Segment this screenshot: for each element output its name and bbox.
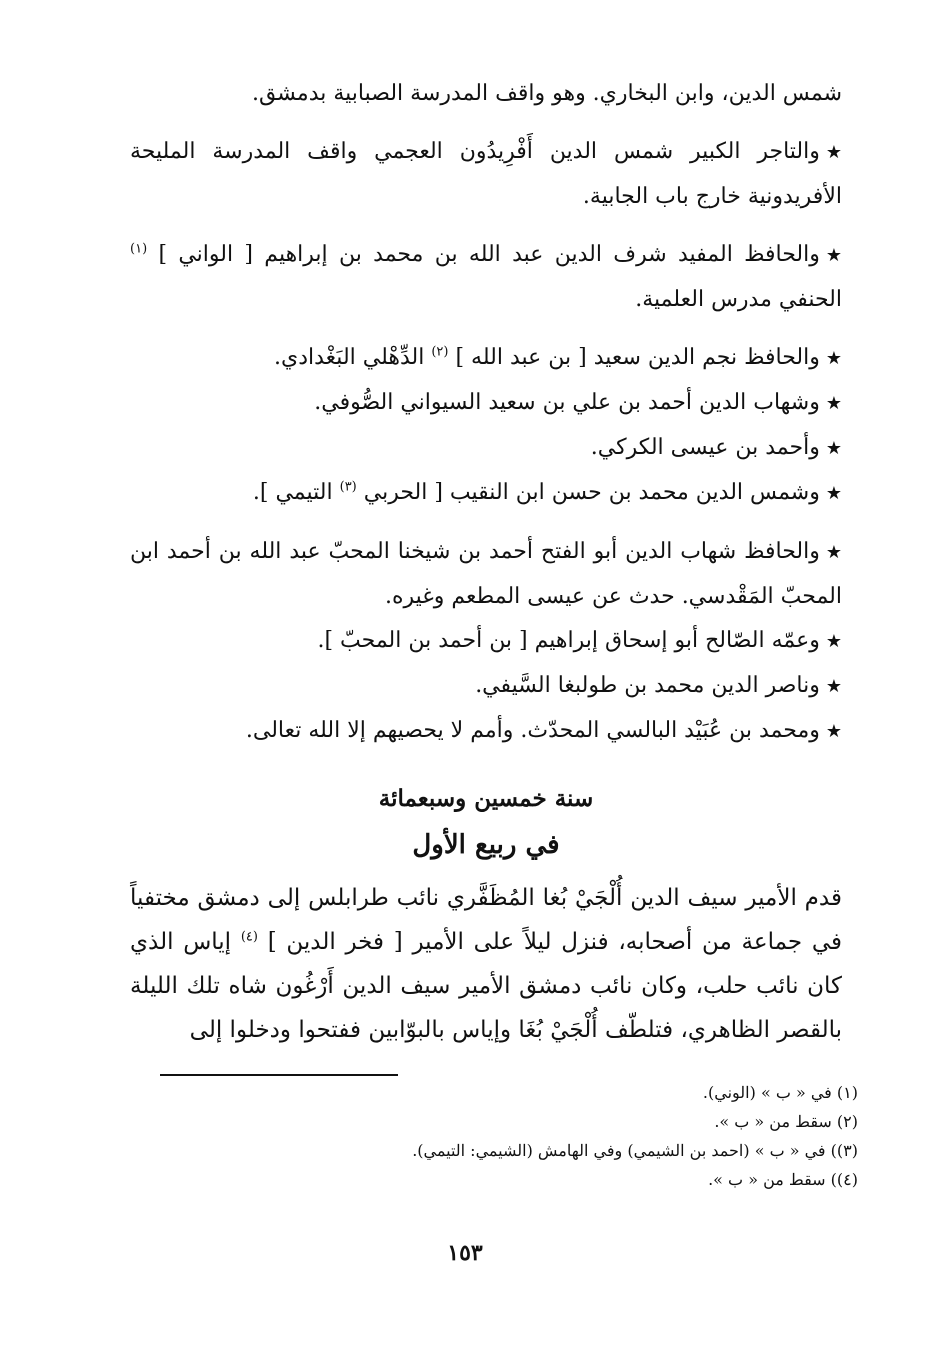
footnote-3: (٣)) في « ب » (احمد بن الشيمي) وفي الهامش (الشيمي: التيمي). xyxy=(412,1141,858,1160)
page-number: ١٥٣ xyxy=(447,1240,483,1266)
star-icon: ★ xyxy=(825,483,842,504)
star-icon: ★ xyxy=(825,245,842,266)
list-item-text: وعمّه الصّالح أبو إسحاق إبراهيم [ بن أحمد بن المحبّ ]. xyxy=(317,628,820,653)
star-icon: ★ xyxy=(825,631,842,652)
entry-text-cont: الحنفي مدرس العلمية. xyxy=(635,287,842,312)
footnote-1: (١) في « ب » (الوني). xyxy=(702,1083,858,1102)
list-item-text: والحافظ نجم الدين سعيد [ بن عبد الله ] xyxy=(455,345,820,370)
page-body xyxy=(130,72,842,1052)
list-one xyxy=(130,336,842,516)
list-item xyxy=(130,336,842,381)
entry-text: والحافظ شهاب الدين أبو الفتح أحمد بن شيخنا المحبّ عبد الله بن أحمد ابن المحبّ المَقْدسي. حدث عن عيسى المطعم وغيره. xyxy=(130,539,842,609)
entry-wani xyxy=(130,233,842,322)
list-item-text: وأحمد بن عيسى الكركي. xyxy=(590,435,820,460)
star-icon: ★ xyxy=(825,142,842,163)
list-item-text: وشهاب الدين أحمد بن علي بن سعيد السيواني الصُّوفي. xyxy=(314,390,820,415)
footnote-ref-3: (٣) xyxy=(339,479,357,495)
footnote-ref-1: (١) xyxy=(130,241,148,257)
footnote-2: (٢) سقط من « ب ». xyxy=(714,1112,858,1131)
list-item xyxy=(130,426,842,471)
list-two xyxy=(130,619,842,754)
year-heading: سنة خمسين وسبعمائة xyxy=(378,785,594,812)
star-icon: ★ xyxy=(825,348,842,369)
list-item-text: وشمس الدين محمد بن حسن ابن النقيب [ الحربي xyxy=(363,480,820,505)
star-icon: ★ xyxy=(825,542,842,563)
list-item xyxy=(130,381,842,426)
footnote-ref-4: (٤) xyxy=(240,929,258,945)
list-item-text: وناصر الدين محمد بن طولبغا السَّيفي. xyxy=(475,673,820,698)
narrative-text: قدم الأمير سيف الدين أُلْجَيْ بُغا المُظَفَّري نائب طرابلس إلى دمشق مختفياً في جماعة من أصحابه، فنزل ليلاً على الأمير [ فخر الدين ] xyxy=(130,885,842,955)
entry-text: والحافظ المفيد شرف الدين عبد الله بن محمد بن إبراهيم [ الواني ] xyxy=(158,242,820,267)
list-item xyxy=(130,619,842,664)
list-item-text-cont: الدِّهْلي البَغْدادي. xyxy=(274,345,425,370)
star-icon: ★ xyxy=(825,393,842,414)
month-heading: في ربيع الأول xyxy=(412,830,560,860)
footnotes xyxy=(130,1078,858,1194)
star-icon: ★ xyxy=(825,676,842,697)
opening-line: شمس الدين، وابن البخاري. وهو واقف المدرسة الصبابية بدمشق. xyxy=(251,81,842,106)
footnote-4: (٤)) سقط من « ب ». xyxy=(708,1170,858,1189)
footnote-divider xyxy=(160,1074,398,1076)
list-item xyxy=(130,709,842,754)
footnote-ref-2: (٢) xyxy=(431,344,449,360)
star-icon: ★ xyxy=(825,438,842,459)
entry-afridun xyxy=(130,130,842,219)
narrative-paragraph xyxy=(130,876,842,1052)
list-item-text-cont: التيمي ]. xyxy=(252,480,333,505)
list-item xyxy=(130,664,842,709)
star-icon: ★ xyxy=(825,721,842,742)
narrative-text-cont: إياس الذي كان نائب حلب، وكان نائب دمشق الأمير سيف الدين أَرْغُون شاه تلك الليلة بالقصر الظاهري، فتلطّف أُلْجَيْ بُغَا وإياس بالبوّابين ففتحوا ودخلوا إلى xyxy=(130,929,842,1043)
list-item xyxy=(130,471,842,516)
entry-text: والتاجر الكبير شمس الدين أَفْرِيدُون العجمي واقف المدرسة المليحة الأفريدونية خارج باب الجابية. xyxy=(130,139,842,209)
list-item-text: ومحمد بن عُبَيْد البالسي المحدّث. وأمم لا يحصيهم إلا الله تعالى. xyxy=(245,718,820,743)
entry-hafiz xyxy=(130,530,842,619)
